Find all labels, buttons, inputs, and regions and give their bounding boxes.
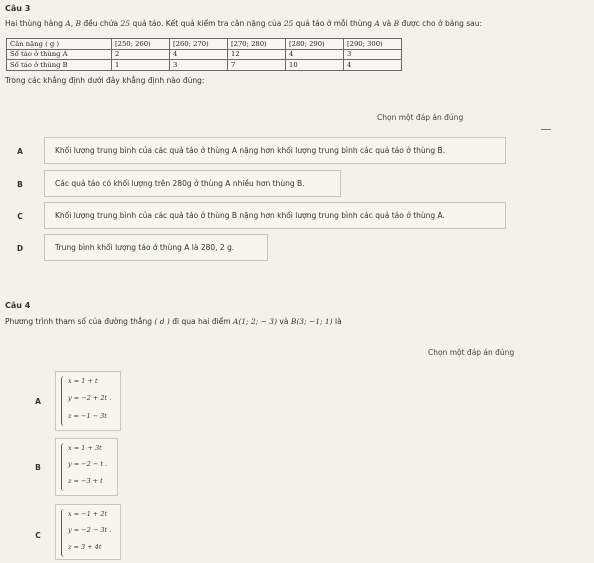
option-letter-b: B (35, 463, 41, 472)
option-letter-b: B (17, 180, 23, 189)
question-3-intro (5, 19, 482, 28)
table-cell: Số táo ở thùng B (7, 60, 112, 71)
option-text: Các quả táo có khối lượng trên 280g ở thùng A nhiều hơn thùng B. (55, 179, 305, 188)
equation-z: z = −3 + t (68, 477, 103, 485)
prompt-text: là (332, 317, 342, 326)
table-cell: 4 (170, 49, 228, 60)
table-cell: [250; 260) (112, 39, 170, 50)
option-text: Khối lượng trung bình của các quả táo ở thùng A nặng hơn khối lượng trung bình các quả táo ở thùng B. (55, 146, 446, 155)
intro-text: quả táo ở mỗi thùng (293, 19, 375, 28)
count-25: 25 (120, 19, 131, 28)
equation-x: x = −1 + 2t (68, 510, 108, 518)
point-b: B(3; −1; 1) (290, 317, 333, 326)
q4-option-b[interactable] (55, 438, 118, 496)
prompt-text: Phương trình tham số của đường thẳng (5, 317, 155, 326)
question-4-prompt (5, 317, 342, 326)
table-cell: 7 (228, 60, 286, 71)
equation-y: y = −2 − 3t . (68, 526, 112, 534)
brace-icon (61, 376, 65, 426)
option-letter-a: A (17, 147, 23, 156)
table-row (7, 49, 402, 60)
table-cell: Cân nặng ( g ) (7, 39, 112, 50)
q4-option-c[interactable] (55, 504, 121, 560)
table-cell: 4 (344, 60, 402, 71)
option-text: Khối lượng trung bình của các quả táo ở thùng B nặng hơn khối lượng trung bình các quả táo ở thùng A. (55, 211, 445, 220)
equation-y: y = −2 + 2t . (68, 394, 112, 402)
equation-x: x = 1 + 3t (68, 444, 102, 452)
var-a: A (374, 19, 380, 28)
prompt-text: và (277, 317, 291, 326)
q3-option-a[interactable] (44, 137, 506, 164)
equation-y: y = −2 − t . (68, 460, 108, 468)
choose-one-answer-label: Chọn một đáp án đúng (377, 113, 464, 122)
var-b: B (393, 19, 400, 28)
option-text: Trung bình khối lượng táo ở thùng A là 280, 2 g. (55, 243, 235, 252)
table-cell: [290; 300) (344, 39, 402, 50)
table-cell: Số táo ở thùng A (7, 49, 112, 60)
brace-icon (61, 443, 65, 491)
question-4-label: Câu 4 (5, 301, 31, 310)
var-a: A (65, 19, 71, 28)
question-3-label: Câu 3 (5, 4, 31, 13)
equation-x: x = 1 + t (68, 377, 98, 385)
option-letter-a: A (35, 397, 41, 406)
intro-text: và (379, 19, 394, 28)
point-a: A(1; 2; − 3) (232, 317, 277, 326)
choose-one-answer-label: Chọn một đáp án đúng (428, 348, 515, 357)
option-letter-c: C (35, 531, 41, 540)
intro-text: được cho ở bảng sau: (399, 19, 483, 28)
table-cell: 4 (286, 49, 344, 60)
table-cell: [270; 280) (228, 39, 286, 50)
table-cell: 3 (170, 60, 228, 71)
q3-option-d[interactable] (44, 234, 268, 261)
apple-weight-table (6, 38, 402, 71)
brace-icon (61, 509, 65, 557)
intro-text: , (70, 19, 76, 28)
q4-option-a[interactable] (55, 371, 121, 431)
table-cell: [280; 290) (286, 39, 344, 50)
table-row (7, 60, 402, 71)
intro-text: đều chứa (81, 19, 121, 28)
table-cell: 2 (112, 49, 170, 60)
count-25: 25 (283, 19, 294, 28)
intro-text: quả táo. Kết quả kiểm tra cân nặng của (130, 19, 284, 28)
question-3-prompt: Trong các khẳng định dưới đây khẳng định nào đúng: (5, 76, 205, 85)
equation-z: z = 3 + 4t (68, 543, 102, 551)
table-cell: 10 (286, 60, 344, 71)
q3-option-b[interactable] (44, 170, 341, 197)
q3-option-c[interactable] (44, 202, 506, 229)
table-cell: 12 (228, 49, 286, 60)
var-b: B (75, 19, 82, 28)
prompt-text: đi qua hai điểm (169, 317, 233, 326)
option-letter-c: C (17, 212, 23, 221)
line-d: ( d ) (154, 317, 170, 326)
table-cell: [260; 270) (170, 39, 228, 50)
option-letter-d: D (16, 244, 24, 253)
equation-z: z = −1 − 3t (68, 412, 107, 420)
table-cell: 3 (344, 49, 402, 60)
table-row (7, 39, 402, 50)
divider (541, 129, 551, 130)
intro-text: Hai thùng hàng (5, 19, 66, 28)
table-cell: 1 (112, 60, 170, 71)
